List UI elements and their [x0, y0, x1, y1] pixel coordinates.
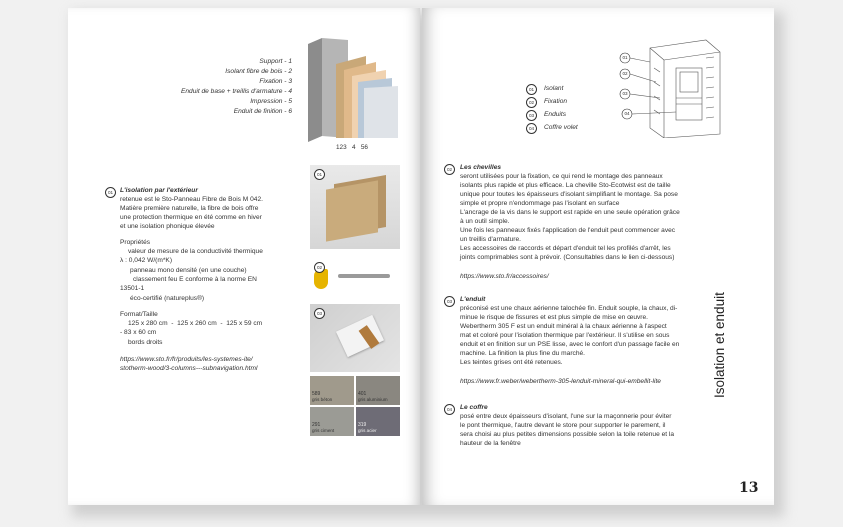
section-number-02: 02: [444, 164, 455, 175]
body-line: un treillis d'armature.: [460, 236, 521, 243]
section-number-01: 01: [105, 187, 116, 198]
body-line: Matière première naturelle, la fibre de bois offre: [120, 205, 259, 212]
legend-label: Enduits: [544, 111, 566, 118]
section-title: L'enduit: [460, 296, 486, 303]
property-line: panneau mono densité (en une couche): [130, 267, 247, 274]
body-line: retenue est le Sto-Panneau Fibre de Bois M 042.: [120, 196, 263, 203]
swatch-code: 319: [358, 422, 367, 428]
legend-line: Fixation - 3: [259, 78, 292, 85]
layer-numbers: 123 4 56: [336, 144, 368, 151]
format-line: 125 x 280 cm - 125 x 260 cm - 125 x 59 cm: [128, 320, 263, 327]
wall-layers-illustration: [308, 38, 402, 148]
section-number-03: 03: [444, 296, 455, 307]
legend-number: 03: [526, 110, 537, 121]
product-link[interactable]: https://www.sto.fr/fr/produits/les-systemes-ite/: [120, 356, 253, 363]
body-line: le pont thermique, l'autre devant le store pour supporter le parement, il: [460, 422, 666, 429]
legend-number: 04: [526, 123, 537, 134]
body-line: joints comprimables sont à prévoir. (Consultables dans le lien ci-dessous): [460, 254, 675, 261]
legend-label: Fixation: [544, 98, 568, 105]
photo-label-03: 03: [314, 308, 325, 319]
swatch-name: gris béton: [312, 397, 333, 402]
body-line: seront utilisées pour la fixation, ce qui rend le montage des panneaux: [460, 173, 663, 180]
photo-label-01: 01: [314, 169, 325, 180]
body-line: Les teintes grises ont été retenues.: [460, 359, 563, 366]
swatch: [356, 376, 400, 405]
swatch-name: gris ciment: [312, 428, 335, 433]
enduit-link[interactable]: https://www.fr.weber/webertherm-305-lenduit-mineral-qui-embellit-lite: [460, 378, 661, 385]
body-line: sera choisi au plus petites dimensions possible selon la toile retenue et la: [460, 431, 675, 438]
photo-label-02: 02: [314, 262, 325, 273]
section-title: Le coffre: [460, 404, 488, 411]
body-line: préconisé est une chaux aérienne talochée fin. Enduit souple, la chaux, di-: [460, 305, 678, 312]
body-line: hauteur de la fenêtre: [460, 440, 521, 447]
swatch-code: 291: [312, 422, 321, 428]
legend-line: Enduit de finition - 6: [233, 108, 292, 115]
body-line: minue le risque de fissures et est plus simple de mise en œuvre.: [460, 314, 649, 321]
legend-line: Impression - 5: [250, 98, 292, 105]
chapter-title: Isolation et enduit: [712, 292, 727, 398]
section-number-04: 04: [444, 404, 455, 415]
swatch-name: gris aluminium: [358, 397, 388, 402]
body-line: unique pour toutes les épaisseurs d'isolant simplifiant le montage. Sa pose: [460, 191, 678, 198]
body-line: mat et coloré pour l'isolation thermique par l'extérieur. Il s'utilise en sous: [460, 332, 670, 339]
legend-line: Isolant fibre de bois - 2: [225, 68, 292, 75]
left-page: [68, 8, 420, 505]
body-line: machine. La finition la plus fine du marché.: [460, 350, 585, 357]
property-line: classement feu E conforme à la norme EN: [133, 276, 257, 283]
body-line: posé entre deux épaisseurs d'isolant, l'une sur la maçonnerie pour éviter: [460, 413, 672, 420]
property-line: éco-certifié (natureplus®): [130, 295, 205, 302]
format-line: - 83 x 60 cm: [120, 329, 157, 336]
right-page: [422, 8, 774, 505]
body-line: Les accessoires de raccords et départ d'enduit tel les profilés d'arrêt, les: [460, 245, 671, 252]
property-line: 13501-1: [120, 285, 145, 292]
section-title: Les chevilles: [460, 164, 502, 171]
body-line: Webertherm 305 F est un enduit minéral à la chaux aérienne à l'aspect: [460, 323, 667, 330]
layer-legend: [68, 58, 292, 122]
body-line: isolants plus rapide et plus efficace. La cheville Sto-Ecotwist est de taille: [460, 182, 671, 189]
section-title: L'isolation par l'extérieur: [120, 187, 198, 194]
swatch-name: gris acier: [358, 428, 377, 433]
swatch: [310, 407, 354, 436]
body-line: Une fois les panneaux fixés l'application de l'enduit peut commencer avec: [460, 227, 676, 234]
accessories-link[interactable]: https://www.sto.fr/accessoires/: [460, 273, 549, 280]
format-line: bords droits: [128, 339, 163, 346]
body-line: L'ancrage de la vis dans le support est rapide en une seule opération grâce: [460, 209, 680, 216]
legend-line: Support - 1: [259, 58, 292, 65]
legend-label: Isolant: [544, 85, 564, 92]
properties-heading: Propriétés: [120, 239, 151, 246]
swatch-code: 589: [312, 391, 321, 397]
swatch-grid: [310, 376, 400, 436]
property-line: valeur de mesure de la conductivité thermique: [128, 248, 263, 255]
diagram-legend: [526, 84, 616, 144]
body-line: à un outil simple.: [460, 218, 510, 225]
body-line: une protection thermique en été comme en hiver: [120, 214, 262, 221]
body-line: et une isolation phonique élevée: [120, 223, 215, 230]
product-link[interactable]: stotherm-wood/3-columns---subnavigation.html: [120, 365, 258, 372]
page-number: 13: [739, 480, 759, 496]
legend-line: Enduit de base + treillis d'armature - 4: [180, 88, 292, 95]
format-heading: Format/Taille: [120, 311, 158, 318]
property-line: λ : 0,042 W/(m*K): [120, 257, 173, 264]
diagram-callout: 03: [622, 91, 628, 96]
legend-number: 02: [526, 97, 537, 108]
swatch: [310, 376, 354, 405]
diagram-callout: 01: [622, 55, 628, 60]
body-line: simple et propre n'endommage pas l'isolant en surface: [460, 200, 620, 207]
legend-label: Coffre volet: [544, 124, 578, 131]
wall-axonometric-diagram: [610, 38, 722, 138]
body-line: enduit et en finition sur un PSE lisse, avec le confort d'un passage facile en: [460, 341, 680, 348]
diagram-callout: 04: [624, 111, 630, 116]
legend-number: 01: [526, 84, 537, 95]
diagram-callout: 02: [622, 71, 628, 76]
swatch-code: 401: [358, 391, 367, 397]
swatch: [356, 407, 400, 436]
